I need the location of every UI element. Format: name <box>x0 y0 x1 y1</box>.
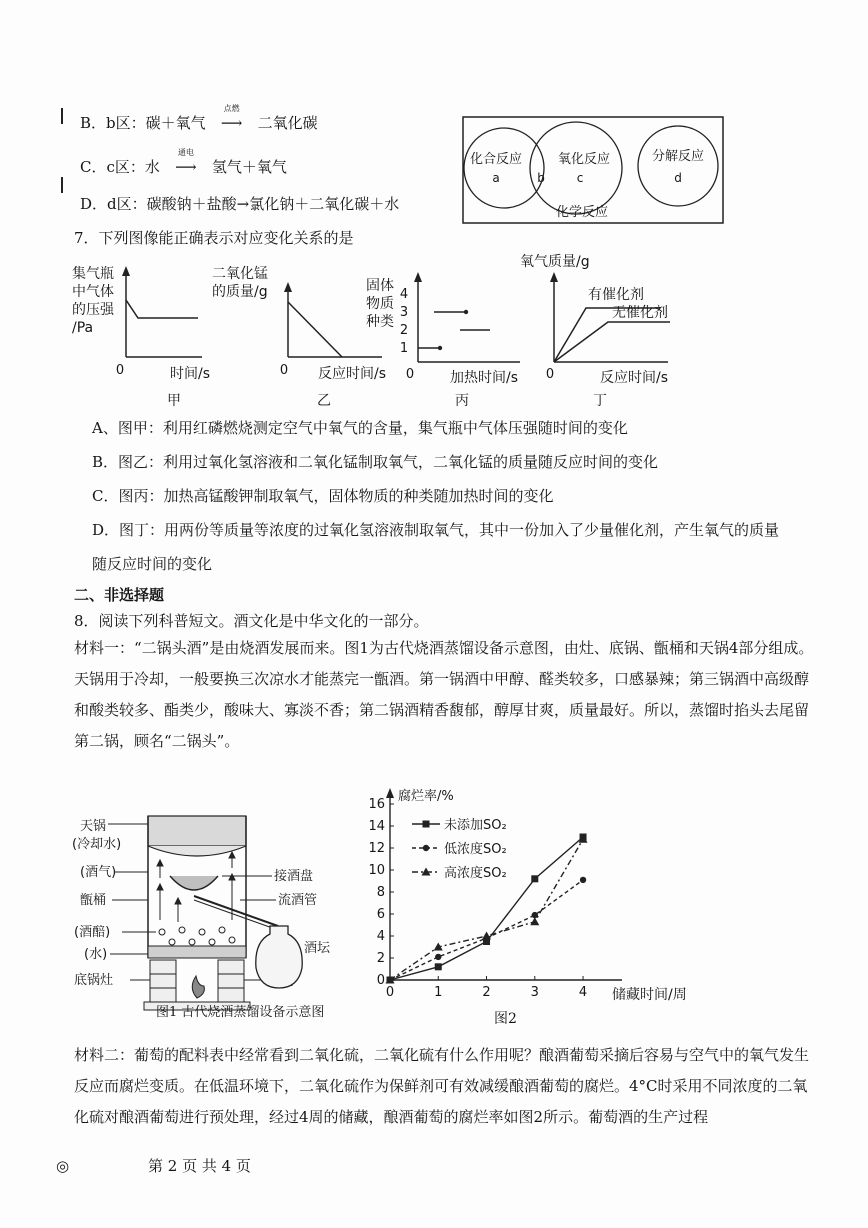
svg-text:物质: 物质 <box>366 296 394 312</box>
margin-mark <box>61 108 63 124</box>
x-tick-label: 3 <box>530 985 539 1000</box>
flame <box>192 976 204 998</box>
svg-text:2: 2 <box>399 323 409 338</box>
svg-text:的质量/g: 的质量/g <box>212 284 268 300</box>
outflow-pipe-bottom <box>194 900 278 930</box>
figure-caption: 图2 <box>494 1011 517 1027</box>
y-tick-label: 0 <box>376 973 385 988</box>
legend-label: 低浓度SO₂ <box>444 842 507 857</box>
svg-text:0: 0 <box>115 363 125 378</box>
data-point-circle <box>580 877 586 883</box>
x-tick-label: 4 <box>578 985 588 1000</box>
q8-material-1: 材料一：“二锅头酒”是由烧酒发展而来。图1为古代烧酒蒸馏设备示意图，由灶、底锅、甑桶和天锅4部分组成。天锅用于冷却，一般要换三次凉水才能蒸完一甑酒。第一锅酒中甲醇、醛类较多，口感暴辣；第三锅酒中高级醇和酸类较多、酯类少，酸味大、寡淡不香；第二锅酒精香馥郁，醇厚甘爽，质量最好。所以，蒸馏时掐头去尾留第二锅，顾名“二锅头”。 <box>74 639 814 750</box>
series-line-2 <box>390 880 583 980</box>
q8-material-2: 材料二：葡萄的配料表中经常看到二氧化硫，二氧化硫有什么作用呢？酿酒葡萄采摘后容易与空气中的氧气发生反应而腐烂变质。在低温环境下，二氧化硫作为保鲜剂可有效减缓酿酒葡萄的腐烂。4°C时采用不同浓度的二氧化硫对酿酒葡萄进行预处理，经过4周的储藏，酿酒葡萄的腐烂率如图2所示。葡萄酒的生产过程 <box>74 1046 810 1126</box>
species-point <box>464 310 468 314</box>
q6-option-d: D．d区：碳酸钠＋盐酸→氯化钠＋二氧化碳＋水 <box>80 195 400 213</box>
svg-text:d: d <box>674 171 682 185</box>
y-tick-label: 6 <box>376 907 385 922</box>
svg-text:集气瓶: 集气瓶 <box>72 266 114 282</box>
page-number: 第 2 页 共 4 页 <box>148 1157 251 1175</box>
y-tick-label: 12 <box>368 841 385 856</box>
svg-text:流酒管: 流酒管 <box>278 893 318 908</box>
svg-text:(水): (水) <box>84 947 108 962</box>
reaction-venn-diagram <box>462 116 724 224</box>
y-tick-label: 2 <box>376 951 385 966</box>
without-catalyst-line <box>554 322 670 362</box>
svg-text:a: a <box>492 171 500 185</box>
reaction-arrow: 点燃 ⟶ <box>220 104 243 132</box>
pressure-curve <box>126 300 198 318</box>
data-point-triangle <box>482 932 491 940</box>
svg-text:甲: 甲 <box>167 393 181 409</box>
tianguo-water <box>148 816 246 846</box>
margin-mark <box>61 177 63 193</box>
data-point-square <box>531 875 538 882</box>
svg-text:底锅灶: 底锅灶 <box>74 973 114 988</box>
svg-text:c: c <box>576 171 584 185</box>
q7-option-d-cont: 随反应时间的变化 <box>92 555 213 573</box>
svg-text:/Pa: /Pa <box>72 320 94 336</box>
data-point-square <box>435 963 442 970</box>
data-point-triangle <box>530 917 539 925</box>
svg-text:(冷却水): (冷却水) <box>72 837 122 852</box>
svg-text:酒坛: 酒坛 <box>304 941 331 956</box>
svg-text:化学反应: 化学反应 <box>555 205 609 220</box>
x-tick-label: 1 <box>434 985 443 1000</box>
x-tick-label: 0 <box>385 985 395 1000</box>
water-layer <box>148 946 246 958</box>
circle-combination <box>464 128 544 208</box>
q7-option-c: C．图丙：加热高锰酸钾制取氧气，固体物质的种类随加热时间的变化 <box>92 487 554 505</box>
y-tick-label: 4 <box>376 929 385 944</box>
svg-text:分解反应: 分解反应 <box>651 149 705 164</box>
svg-text:接酒盘: 接酒盘 <box>274 869 314 884</box>
svg-text:(酒醅): (酒醅) <box>74 925 111 940</box>
y-tick-label: 8 <box>376 885 385 900</box>
graph-ding <box>520 250 690 412</box>
rot-rate-chart <box>360 782 710 1028</box>
q6-option-b: B．b区：碳＋氧气 点燃 ⟶ 二氧化碳 <box>80 104 318 132</box>
wine-pan <box>170 876 218 890</box>
y-axis-label: 腐烂率/% <box>398 789 454 804</box>
series-line-1 <box>390 837 583 980</box>
data-point-circle <box>435 954 441 960</box>
svg-text:种类: 种类 <box>366 314 394 330</box>
svg-text:二氧化锰: 二氧化锰 <box>212 266 268 282</box>
svg-text:(酒气): (酒气) <box>80 865 117 880</box>
y-axis-arrow <box>284 282 292 292</box>
svg-text:1: 1 <box>399 341 409 356</box>
wine-jar <box>256 926 302 988</box>
series-line-3 <box>390 839 583 980</box>
svg-text:丙: 丙 <box>455 393 469 409</box>
svg-text:反应时间/s: 反应时间/s <box>599 370 669 386</box>
svg-text:无催化剂: 无催化剂 <box>612 305 668 321</box>
svg-text:反应时间/s: 反应时间/s <box>317 366 387 382</box>
q7-option-a: A、图甲：利用红磷燃烧测定空气中氧气的含量，集气瓶中气体压强随时间的变化 <box>92 419 628 437</box>
svg-text:加热时间/s: 加热时间/s <box>449 370 519 386</box>
legend-label: 未添加SO₂ <box>444 818 507 833</box>
svg-text:b: b <box>537 171 545 185</box>
q7-stem: 7．下列图像能正确表示对应变化关系的是 <box>74 229 354 247</box>
q7-option-b: B．图乙：利用过氧化氢溶液和二氧化锰制取氧气，二氧化锰的质量随反应时间的变化 <box>92 453 659 471</box>
mash-bubbles <box>159 927 235 945</box>
q6-option-c: C．c区：水 通电 ⟶ 氢气＋氧气 <box>80 148 287 176</box>
graph-bing <box>360 262 530 410</box>
y-tick-label: 14 <box>368 819 385 834</box>
svg-text:4: 4 <box>399 287 409 302</box>
species-point <box>438 346 442 350</box>
y-axis-arrow <box>414 272 422 282</box>
circle-decomposition <box>638 126 718 206</box>
reaction-arrow: 通电 ⟶ <box>175 148 197 176</box>
svg-text:有催化剂: 有催化剂 <box>588 287 644 303</box>
svg-text:0: 0 <box>545 367 555 382</box>
svg-text:氧气质量/g: 氧气质量/g <box>520 254 590 270</box>
svg-text:化合反应: 化合反应 <box>469 152 523 167</box>
q7-option-d: D．图丁：用两份等质量等浓度的过氧化氢溶液制取氧气，其中一份加入了少量催化剂，产生氧气的质量 <box>92 521 780 539</box>
data-point-square <box>423 821 430 828</box>
y-tick-label: 10 <box>368 863 385 878</box>
graph-jia <box>70 262 210 410</box>
y-tick-label: 16 <box>368 797 385 812</box>
footer-symbol: ◎ <box>56 1157 70 1175</box>
svg-text:中气体: 中气体 <box>72 284 114 300</box>
svg-text:氧化反应: 氧化反应 <box>557 152 611 167</box>
y-axis-arrow <box>386 788 394 798</box>
x-axis-label: 储藏时间/周 <box>612 987 687 1003</box>
svg-text:3: 3 <box>399 305 409 320</box>
y-axis-arrow <box>550 272 558 282</box>
svg-text:天锅: 天锅 <box>80 819 107 834</box>
svg-text:的压强: 的压强 <box>72 302 114 318</box>
section-title: 二、非选择题 <box>74 586 165 604</box>
svg-text:甑桶: 甑桶 <box>80 893 107 908</box>
distillation-diagram <box>72 808 362 1020</box>
svg-text:时间/s: 时间/s <box>169 366 210 382</box>
svg-text:固体: 固体 <box>366 278 394 294</box>
mno2-mass-line <box>288 302 342 357</box>
legend-label: 高浓度SO₂ <box>444 866 507 881</box>
svg-text:图1 古代烧酒蒸馏设备示意图: 图1 古代烧酒蒸馏设备示意图 <box>156 1005 325 1020</box>
svg-text:0: 0 <box>405 367 415 382</box>
data-point-circle <box>423 845 429 851</box>
y-axis-arrow <box>122 266 130 276</box>
svg-text:乙: 乙 <box>317 393 331 409</box>
x-tick-label: 2 <box>482 985 491 1000</box>
svg-text:0: 0 <box>279 363 289 378</box>
svg-text:丁: 丁 <box>593 393 607 409</box>
q8-stem: 8．阅读下列科普短文。酒文化是中华文化的一部分。 <box>74 612 429 630</box>
